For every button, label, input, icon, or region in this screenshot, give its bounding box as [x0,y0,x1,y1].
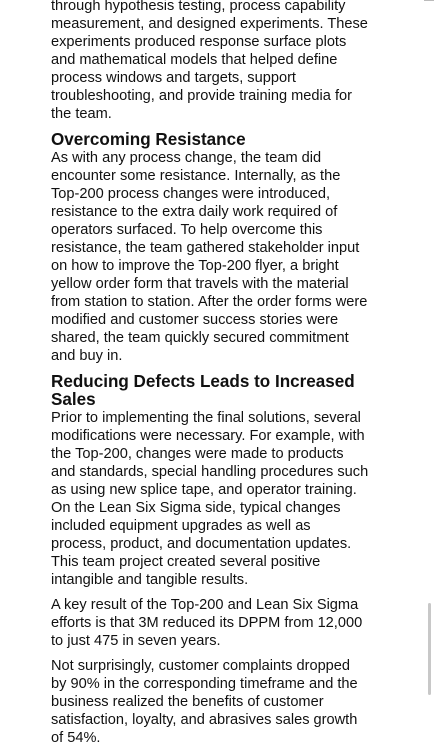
section-1-paragraph: As with any process change, the team did encounter some resistance. Internally, as the Top-200 process changes were introduced, resistance to the extra daily work required of operators surfaced. To help overcome this resistance, the team gathered stakeholder input on how to improve the Top-200 flyer, a bright yellow order form that travels with the material from station to station. After the order forms were modified and customer success stories were shared, the team quickly secured commitment and buy in. [51,150,368,364]
intro-paragraph: through hypothesis testing, process capability measurement, and designed experiments. These experiments produced response surface plots and mathematical models that helped define process windows and targets, support troubleshooting, and provide training media for the team. [51,0,368,122]
section-heading-overcoming-resistance: Overcoming Resistance [51,130,246,149]
article-body [51,0,369,747]
section-2-paragraph-1: Prior to implementing the final solutions, several modifications were necessary. For example, with the Top-200, changes were made to products and standards, special handling procedures such as using new splice tape, and operator training. On the Lean Six Sigma side, typical changes included equipment upgrades as well as process, product, and documentation updates. This team project created several positive intangible and tangible results. [51,410,369,588]
section-2-paragraph-3: Not surprisingly, customer complaints dropped by 90% in the corresponding timeframe and the business realized the benefits of customer satisfaction, loyalty, and abrasives sales growth of 54%. [51,658,358,746]
section-2-paragraph-2: A key result of the Top-200 and Lean Six Sigma efforts is that 3M reduced its DPPM from 12,000 to just 475 in seven years. [51,597,363,649]
section-heading-reducing-defects: Reducing Defects Leads to Increased Sales [51,372,355,409]
top-divider [424,0,434,1]
scrollbar-thumb[interactable] [428,603,431,695]
